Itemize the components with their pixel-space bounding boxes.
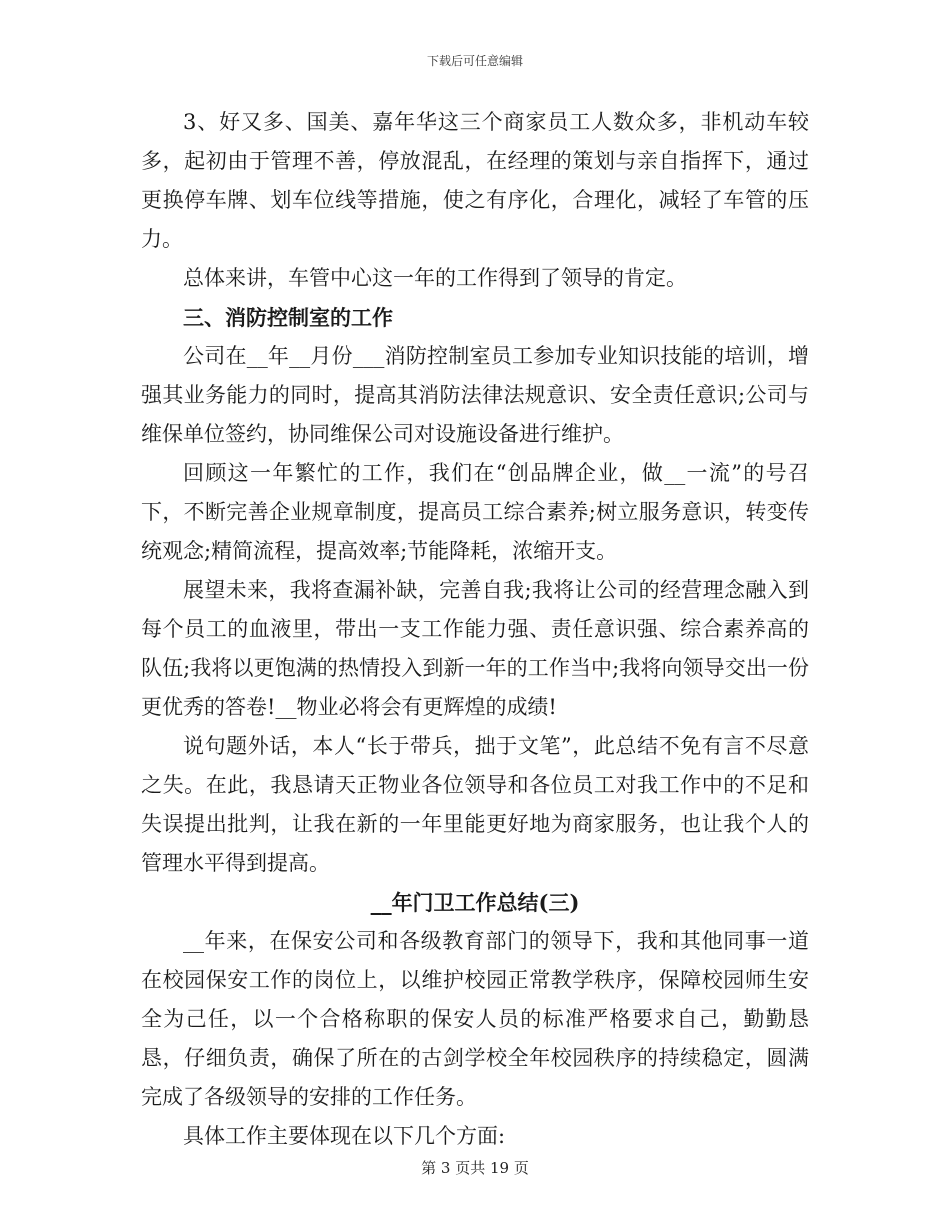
paragraph-gatekeeper-intro: __年来，在保安公司和各级教育部门的领导下，我和其他同事一道在校园保安工作的岗位上，以维护校园正常教学秩序，保障校园师生安全为己任，以一个合格称职的保安人员的标准严格要求自己，勤勤恳恳，仔细负责，确保了所在的古剑学校全年校园秩序的持续稳定，圆满完成了各级领导的安排的工作任务。 — [141, 929, 809, 1109]
paragraph-parking-merchants: 3、好又多、国美、嘉年华这三个商家员工人数众多，非机动车较多，起初由于管理不善，停放混乱，在经理的策划与亲自指挥下，通过更换停车牌、划车位线等措施，使之有序化，合理化，减轻了车管的压力。 — [141, 110, 809, 251]
page-header: 下载后可任意编辑 — [426, 54, 523, 68]
section-heading-fire-control: 三、消防控制室的工作 — [183, 305, 393, 330]
paragraph-parking-summary: 总体来讲，车管中心这一年的工作得到了领导的肯定。 — [183, 266, 687, 290]
paragraph-closing-remarks: 说句题外话，本人“长于带兵，拙于文笔”，此总结不免有言不尽意之失。在此，我恳请天正物业各位领导和各位员工对我工作中的不足和失误提出批判，让我在新的一年里能更好地为商家服务，也让我个人的管理水平得到提高。 — [141, 734, 809, 875]
paragraph-work-aspects: 具体工作主要体现在以下几个方面: — [183, 1124, 506, 1148]
paragraph-fire-training: 公司在__年__月份___消防控制室员工参加专业知识技能的培训，增强其业务能力的同时，提高其消防法律法规意识、安全责任意识;公司与维保单位签约，协同维保公司对设施设备进行维护。 — [141, 344, 809, 446]
paragraph-outlook: 展望未来，我将查漏补缺，完善自我;我将让公司的经营理念融入到每个员工的血液里，带出一支工作能力强、责任意识强、综合素养高的队伍;我将以更饱满的热情投入到新一年的工作当中;我将向领导交出一份更优秀的答卷!__物业必将会有更辉煌的成绩! — [141, 578, 809, 719]
page-number-footer: 第 3 页共 19 页 — [421, 1159, 529, 1177]
document-body — [141, 103, 809, 1156]
document-title-gatekeeper-summary: __年门卫工作总结(三) — [370, 890, 580, 915]
paragraph-year-review: 回顾这一年繁忙的工作，我们在“创品牌企业，做__一流”的号召下，不断完善企业规章制度，提高员工综合素养;树立服务意识，转变传统观念;精简流程，提高效率;节能降耗，浓缩开支。 — [141, 461, 809, 563]
